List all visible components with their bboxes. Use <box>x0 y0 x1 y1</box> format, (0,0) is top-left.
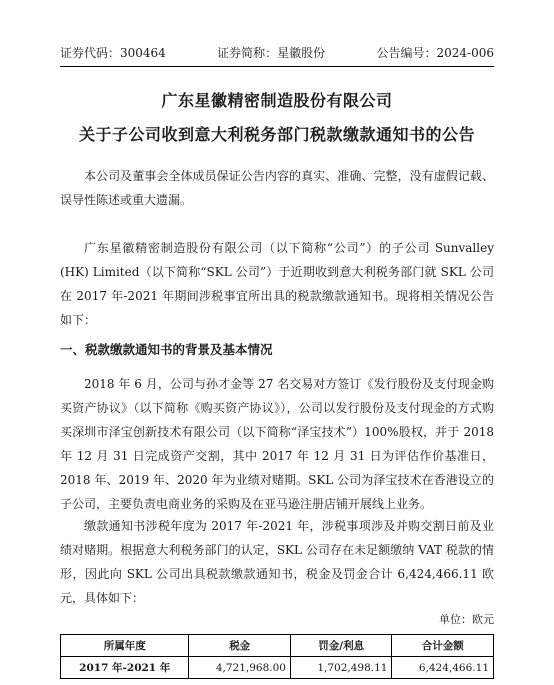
tax-table <box>60 634 494 679</box>
intro-paragraph: 广东星徽精密制造股份有限公司（以下简称“公司”）的子公司 Sunvalley (HK) Limited（以下简称“SKL 公司”）于近期收到意大利税务部门就 SKL 公司在 2017 年-2021 年期间涉税事宜所出具的税款缴款通知书。现将相关情况公告如下： <box>60 241 494 327</box>
company-title: 广东星徽精密制造股份有限公司 <box>161 91 393 110</box>
document-header <box>60 44 494 61</box>
table-header-row <box>61 635 494 657</box>
announcement-title: 关于子公司收到意大利税务部门税款缴款通知书的公告 <box>78 125 475 144</box>
header-total: 合计金额 <box>392 635 494 657</box>
cell-tax: 4,721,968.00 <box>189 657 291 679</box>
header-divider <box>60 66 494 67</box>
section-heading: 一、税款缴款通知书的背景及基本情况 <box>60 342 273 357</box>
background-paragraph: 2018 年 6 月，公司与孙才金等 27 名交易对方签订《发行股份及支付现金购买资产协议》（以下简称《购买资产协议》），公司以发行股份及支付现金的方式购买深圳市泽宝创新技术有限公司（以下简称“泽宝技术”）100%股权，并于 2018 年 12 月 31 日完成资产交割，其中 2017 年 12 月 31 日为评估作价基准日，2018 年、2019 年、2020 年为业绩对赌期。SKL 公司为泽宝技术在香港设立的子公司，主要负责电商业务的采购及在亚马逊注册店铺开展线上业务。 <box>60 377 494 511</box>
cell-penalty: 1,702,498.11 <box>290 657 392 679</box>
stock-short-name: 证券简称：星徽股份 <box>217 46 326 60</box>
stock-code: 证券代码：300464 <box>60 46 166 60</box>
disclaimer-paragraph: 本公司及董事会全体成员保证公告内容的真实、准确、完整，没有虚假记载、误导性陈述或重大遗漏。 <box>60 169 494 207</box>
cell-year: 2017 年-2021 年 <box>61 657 189 679</box>
cell-total: 6,424,466.11 <box>392 657 494 679</box>
header-tax: 税金 <box>189 635 291 657</box>
header-penalty: 罚金/利息 <box>290 635 392 657</box>
details-paragraph: 缴款通知书涉税年度为 2017 年-2021 年，涉税事项涉及并购交割日前及业绩对赌期。根据意大利税务部门的认定，SKL 公司存在未足额缴纳 VAT 税款的情形，因此向 SKL 公司出具税款缴款通知书，税金及罚金合计 6,424,466.11 欧元，具体如下： <box>60 519 494 605</box>
table-row <box>61 657 494 679</box>
unit-label: 单位：欧元 <box>439 613 494 626</box>
notice-number: 公告编号：2024-006 <box>376 46 494 60</box>
header-year: 所属年度 <box>61 635 189 657</box>
